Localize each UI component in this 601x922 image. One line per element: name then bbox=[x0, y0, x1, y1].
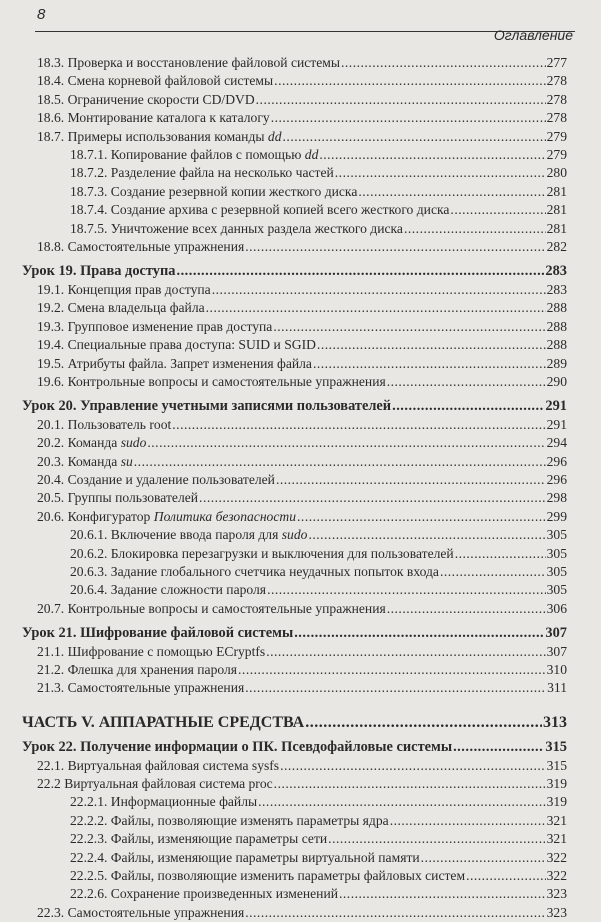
entry-text: Команда bbox=[67, 435, 121, 451]
entry-title bbox=[22, 714, 304, 732]
dot-leader bbox=[305, 714, 542, 732]
dot-leader bbox=[358, 183, 545, 201]
dot-leader bbox=[313, 355, 546, 373]
toc-entry bbox=[22, 201, 567, 219]
entry-title bbox=[37, 299, 205, 317]
toc-entry bbox=[22, 904, 567, 922]
entry-italic-text: sudo bbox=[120, 435, 147, 451]
dot-leader bbox=[266, 643, 545, 661]
dot-leader bbox=[134, 453, 546, 471]
entry-text: Проверка и восстановление файловой системы bbox=[67, 55, 340, 70]
entry-title bbox=[70, 849, 420, 867]
entry-number: 19.6. bbox=[37, 373, 65, 389]
entry-title bbox=[37, 318, 272, 336]
toc-entry bbox=[22, 581, 567, 599]
entry-page-number: 291 bbox=[546, 416, 567, 432]
entry-text: Создание архива с резервной копией всего жесткого диска bbox=[110, 202, 450, 218]
entry-number: 20.1. bbox=[37, 416, 65, 432]
entry-text: Создание и удаление пользователей bbox=[67, 471, 275, 487]
dot-leader bbox=[440, 563, 546, 581]
toc-lesson-entry bbox=[22, 262, 567, 280]
entry-title bbox=[37, 643, 265, 661]
dot-leader bbox=[271, 109, 546, 127]
toc-entry bbox=[22, 54, 567, 72]
entry-title bbox=[70, 867, 465, 885]
dot-leader bbox=[339, 885, 546, 903]
entry-text: Виртуальная файловая система sysfs bbox=[67, 757, 280, 773]
entry-title bbox=[37, 489, 198, 507]
dot-leader bbox=[206, 299, 546, 317]
dot-leader bbox=[273, 318, 545, 336]
entry-number: Урок 22. bbox=[22, 739, 77, 756]
entry-number: 18.7.4. bbox=[70, 202, 108, 218]
dot-leader bbox=[294, 624, 544, 642]
entry-text: Флешка для хранения пароля bbox=[67, 662, 238, 677]
entry-title bbox=[70, 581, 266, 599]
dot-leader bbox=[245, 904, 545, 922]
entry-title bbox=[70, 563, 439, 581]
toc-entry bbox=[22, 545, 567, 563]
toc-entry bbox=[22, 281, 567, 299]
entry-text: Смена владельца файла bbox=[67, 300, 205, 316]
toc-entry bbox=[22, 489, 567, 507]
entry-text: Концепция прав доступа bbox=[67, 281, 211, 297]
entry-italic-text: Политика безопасности bbox=[153, 508, 297, 524]
entry-text: Файлы, изменяющие параметры сети bbox=[110, 831, 328, 847]
entry-text: Управление учетными записями пользователей bbox=[80, 398, 392, 415]
toc-entry bbox=[22, 757, 567, 775]
entry-page-number: 296 bbox=[546, 471, 567, 487]
entry-number: 20.2. bbox=[37, 435, 65, 451]
entry-number: 19.1. bbox=[37, 281, 65, 297]
entry-text: Ограничение скорости CD/DVD bbox=[67, 91, 255, 107]
entry-number: 20.6. bbox=[37, 508, 65, 524]
entry-number: 20.7. bbox=[37, 600, 65, 616]
entry-page-number: 281 bbox=[546, 183, 567, 199]
toc-entry bbox=[22, 661, 567, 679]
toc-entry bbox=[22, 885, 567, 903]
page-number: 8 bbox=[37, 6, 46, 23]
toc-lesson-entry bbox=[22, 738, 567, 756]
dot-leader bbox=[245, 679, 546, 697]
entry-page-number: 321 bbox=[546, 812, 567, 828]
entry-text: Разделение файла на несколько частей bbox=[110, 165, 334, 181]
entry-number: 22.2 bbox=[37, 776, 61, 792]
entry-page-number: 288 bbox=[546, 337, 567, 353]
entry-number: 22.3. bbox=[37, 904, 65, 920]
dot-leader bbox=[328, 830, 545, 848]
entry-page-number: 291 bbox=[545, 398, 567, 415]
dot-leader bbox=[317, 336, 546, 354]
entry-text: Шифрование файловой системы bbox=[80, 625, 294, 642]
entry-page-number: 278 bbox=[546, 110, 567, 126]
entry-number: Урок 20. bbox=[22, 398, 77, 415]
entry-italic-text: su bbox=[120, 453, 133, 469]
entry-text: Уничтожение всех данных раздела жесткого диска bbox=[110, 220, 403, 236]
toc-entry bbox=[22, 336, 567, 354]
dot-leader bbox=[335, 164, 546, 182]
entry-title bbox=[37, 128, 282, 146]
entry-text: Информационные файлы bbox=[110, 794, 258, 810]
dot-leader bbox=[341, 54, 546, 72]
toc-entry bbox=[22, 164, 567, 182]
entry-title bbox=[22, 262, 175, 280]
entry-title bbox=[70, 812, 389, 830]
entry-number: 20.6.3. bbox=[70, 563, 108, 579]
toc-entry bbox=[22, 220, 567, 238]
dot-leader bbox=[267, 581, 546, 599]
entry-text: Сохранение произведенных изменений bbox=[110, 886, 338, 902]
entry-page-number: 310 bbox=[546, 662, 567, 677]
entry-text: Самостоятельные упражнения bbox=[67, 904, 245, 920]
dot-leader bbox=[199, 489, 546, 507]
toc-entry bbox=[22, 471, 567, 489]
entry-number: 18.3. bbox=[37, 55, 65, 70]
entry-text: Блокировка перезагрузки и выключения для пользователей bbox=[110, 545, 454, 561]
entry-page-number: 288 bbox=[546, 318, 567, 334]
entry-page-number: 290 bbox=[546, 373, 567, 389]
entry-text: Файлы, позволяющие изменить параметры файловых систем bbox=[110, 868, 466, 884]
toc-entry bbox=[22, 72, 567, 90]
entry-text: Задание глобального счетчика неудачных попыток входа bbox=[110, 563, 439, 579]
dot-leader bbox=[297, 508, 546, 526]
entry-text: Монтирование каталога к каталогу bbox=[67, 110, 270, 126]
entry-title bbox=[37, 508, 296, 526]
dot-leader bbox=[212, 281, 546, 299]
entry-title bbox=[70, 526, 307, 544]
entry-page-number: 296 bbox=[546, 453, 567, 469]
toc-entry bbox=[22, 563, 567, 581]
entry-italic-text: dd bbox=[267, 128, 282, 144]
entry-number: 20.6.2. bbox=[70, 545, 108, 561]
toc-entry bbox=[22, 128, 567, 146]
entry-page-number: 323 bbox=[546, 886, 567, 902]
entry-title bbox=[37, 355, 312, 373]
entry-text: Получение информации о ПК. Псевдофайловые системы bbox=[80, 739, 453, 756]
entry-text: Групповое изменение прав доступа bbox=[67, 318, 273, 334]
entry-italic-text: sudo bbox=[281, 527, 308, 543]
entry-text: Конфигуратор bbox=[67, 508, 154, 524]
dot-leader bbox=[147, 434, 545, 452]
entry-text: Пользователь root bbox=[67, 416, 172, 432]
entry-number: 22.2.5. bbox=[70, 868, 108, 884]
entry-title bbox=[37, 453, 133, 471]
entry-text: Права доступа bbox=[80, 263, 176, 280]
entry-page-number: 323 bbox=[546, 904, 567, 920]
entry-text: АППАРАТНЫЕ СРЕДСТВА bbox=[98, 713, 305, 731]
entry-number: 22.2.4. bbox=[70, 849, 108, 865]
entry-title bbox=[37, 775, 273, 793]
entry-title bbox=[70, 793, 257, 811]
entry-number: 19.3. bbox=[37, 318, 65, 334]
toc-entry bbox=[22, 600, 567, 618]
dot-leader bbox=[421, 849, 546, 867]
entry-number: 18.8. bbox=[37, 239, 65, 255]
entry-page-number: 313 bbox=[543, 713, 567, 731]
dot-leader bbox=[308, 526, 545, 544]
entry-title bbox=[37, 238, 244, 256]
dot-leader bbox=[319, 146, 545, 164]
entry-title bbox=[37, 471, 275, 489]
toc-entry bbox=[22, 453, 567, 471]
dot-leader bbox=[387, 600, 546, 618]
entry-title bbox=[37, 757, 279, 775]
entry-title bbox=[37, 416, 171, 434]
entry-title bbox=[70, 146, 318, 164]
entry-title bbox=[37, 679, 244, 697]
entry-number: 21.1. bbox=[37, 643, 65, 659]
toc-entry bbox=[22, 643, 567, 661]
toc-entry bbox=[22, 526, 567, 544]
entry-number: 21.3. bbox=[37, 680, 65, 696]
entry-title bbox=[70, 545, 454, 563]
entry-page-number: 305 bbox=[546, 563, 567, 579]
entry-title bbox=[37, 373, 386, 391]
entry-text: Файлы, позволяющие изменять параметры ядра bbox=[110, 812, 389, 828]
entry-page-number: 278 bbox=[546, 91, 567, 107]
toc-entry bbox=[22, 849, 567, 867]
toc-lesson-entry bbox=[22, 397, 567, 415]
toc-entry bbox=[22, 812, 567, 830]
entry-title bbox=[70, 201, 449, 219]
entry-text: Контрольные вопросы и самостоятельные упражнения bbox=[67, 373, 386, 389]
entry-number: 20.6.4. bbox=[70, 582, 108, 598]
dot-leader bbox=[404, 220, 546, 238]
dot-leader bbox=[455, 545, 546, 563]
entry-number: 19.4. bbox=[37, 337, 65, 353]
entry-title bbox=[37, 336, 316, 354]
toc-entry bbox=[22, 318, 567, 336]
dot-leader bbox=[256, 91, 546, 109]
entry-number: 18.5. bbox=[37, 91, 65, 107]
entry-page-number: 289 bbox=[546, 355, 567, 371]
toc-entry bbox=[22, 775, 567, 793]
entry-text: Специальные права доступа: SUID и SGID bbox=[67, 337, 316, 353]
entry-title bbox=[70, 885, 338, 903]
toc-entry bbox=[22, 830, 567, 848]
entry-text: Файлы, изменяющие параметры виртуальной памяти bbox=[110, 849, 420, 865]
entry-page-number: 306 bbox=[546, 600, 567, 616]
entry-page-number: 281 bbox=[546, 202, 567, 218]
entry-title bbox=[37, 434, 146, 452]
entry-number: ЧАСТЬ V. bbox=[22, 713, 95, 731]
entry-title bbox=[70, 830, 327, 848]
entry-page-number: 321 bbox=[546, 831, 567, 847]
entry-number: 19.5. bbox=[37, 355, 65, 371]
toc-part-entry bbox=[22, 714, 567, 732]
entry-page-number: 305 bbox=[546, 545, 567, 561]
entry-page-number: 283 bbox=[545, 263, 567, 280]
dot-leader bbox=[276, 471, 546, 489]
toc-entry bbox=[22, 355, 567, 373]
toc-entry bbox=[22, 238, 567, 256]
dot-leader bbox=[453, 738, 544, 756]
entry-text: Смена корневой файловой системы bbox=[67, 73, 274, 89]
toc-entry bbox=[22, 508, 567, 526]
entry-number: 18.7. bbox=[37, 128, 65, 144]
dot-leader bbox=[176, 262, 544, 280]
entry-page-number: 294 bbox=[546, 435, 567, 451]
entry-page-number: 311 bbox=[547, 680, 567, 696]
toc-entry bbox=[22, 793, 567, 811]
entry-page-number: 322 bbox=[546, 868, 567, 884]
entry-number: 18.6. bbox=[37, 110, 65, 126]
entry-page-number: 279 bbox=[546, 147, 567, 163]
entry-title bbox=[37, 72, 273, 90]
entry-page-number: 298 bbox=[546, 490, 567, 506]
dot-leader bbox=[274, 72, 545, 90]
dot-leader bbox=[280, 757, 546, 775]
entry-title bbox=[37, 54, 340, 72]
entry-text: Атрибуты файла. Запрет изменения файла bbox=[67, 355, 312, 371]
dot-leader bbox=[387, 373, 546, 391]
entry-title bbox=[22, 624, 293, 642]
toc-entry bbox=[22, 679, 567, 697]
entry-title bbox=[22, 397, 391, 415]
dot-leader bbox=[172, 416, 545, 434]
entry-text: Контрольные вопросы и самостоятельные упражнения bbox=[67, 600, 386, 616]
toc-entry bbox=[22, 109, 567, 127]
toc-entry bbox=[22, 434, 567, 452]
dot-leader bbox=[392, 397, 544, 415]
entry-page-number: 279 bbox=[546, 128, 567, 144]
entry-page-number: 305 bbox=[546, 527, 567, 543]
dot-leader bbox=[245, 238, 545, 256]
toc-entry bbox=[22, 416, 567, 434]
entry-page-number: 277 bbox=[546, 55, 567, 70]
entry-number: Урок 21. bbox=[22, 625, 77, 642]
toc-entry bbox=[22, 183, 567, 201]
dot-leader bbox=[274, 775, 546, 793]
entry-text: Самостоятельные упражнения bbox=[67, 239, 245, 255]
entry-text: Примеры использования команды bbox=[67, 128, 268, 144]
entry-title bbox=[37, 904, 244, 922]
entry-number: 22.2.2. bbox=[70, 812, 108, 828]
entry-number: 18.4. bbox=[37, 73, 65, 89]
entry-page-number: 282 bbox=[546, 239, 567, 255]
toc-entry bbox=[22, 373, 567, 391]
entry-title bbox=[37, 91, 255, 109]
entry-page-number: 281 bbox=[546, 220, 567, 236]
entry-number: 20.6.1. bbox=[70, 527, 108, 543]
entry-title bbox=[37, 600, 386, 618]
entry-number: Урок 19. bbox=[22, 263, 77, 280]
entry-title bbox=[70, 220, 403, 238]
dot-leader bbox=[466, 867, 546, 885]
toc-entry bbox=[22, 867, 567, 885]
entry-text: Копирование файлов с помощью bbox=[110, 147, 305, 163]
dot-leader bbox=[283, 128, 546, 146]
entry-page-number: 319 bbox=[546, 776, 567, 792]
dot-leader bbox=[238, 661, 546, 679]
dot-leader bbox=[390, 812, 546, 830]
entry-number: 21.2. bbox=[37, 662, 65, 677]
entry-page-number: 322 bbox=[546, 849, 567, 865]
entry-text: Создание резервной копии жесткого диска bbox=[110, 183, 358, 199]
toc-entry bbox=[22, 146, 567, 164]
entry-text: Задание сложности пароля bbox=[110, 582, 267, 598]
toc-lesson-entry bbox=[22, 624, 567, 642]
entry-title bbox=[37, 281, 211, 299]
entry-text: Самостоятельные упражнения bbox=[67, 680, 245, 696]
entry-text: Группы пользователей bbox=[67, 490, 199, 506]
entry-text: Включение ввода пароля для bbox=[110, 527, 282, 543]
entry-title bbox=[37, 661, 237, 679]
entry-italic-text: dd bbox=[304, 147, 319, 163]
entry-number: 22.2.6. bbox=[70, 886, 108, 902]
entry-text: Виртуальная файловая система proc bbox=[64, 776, 273, 792]
entry-number: 22.2.3. bbox=[70, 831, 108, 847]
entry-number: 20.5. bbox=[37, 490, 65, 506]
toc-entry bbox=[22, 91, 567, 109]
entry-number: 22.1. bbox=[37, 757, 65, 773]
entry-title bbox=[70, 183, 357, 201]
entry-title bbox=[22, 738, 452, 756]
entry-number: 20.4. bbox=[37, 471, 65, 487]
entry-number: 19.2. bbox=[37, 300, 65, 316]
table-of-contents bbox=[22, 54, 567, 922]
entry-page-number: 278 bbox=[546, 73, 567, 89]
entry-page-number: 319 bbox=[546, 794, 567, 810]
entry-title bbox=[37, 109, 270, 127]
entry-number: 18.7.5. bbox=[70, 220, 108, 236]
entry-text: Команда bbox=[67, 453, 121, 469]
entry-page-number: 299 bbox=[546, 508, 567, 524]
entry-page-number: 315 bbox=[545, 739, 567, 756]
entry-number: 18.7.3. bbox=[70, 183, 108, 199]
entry-page-number: 283 bbox=[546, 281, 567, 297]
entry-number: 20.3. bbox=[37, 453, 65, 469]
entry-page-number: 315 bbox=[546, 757, 567, 773]
entry-page-number: 280 bbox=[546, 165, 567, 181]
entry-page-number: 288 bbox=[546, 300, 567, 316]
entry-page-number: 305 bbox=[546, 582, 567, 598]
dot-leader bbox=[258, 793, 545, 811]
entry-number: 22.2.1. bbox=[70, 794, 108, 810]
entry-page-number: 307 bbox=[545, 625, 567, 642]
entry-text: Шифрование с помощью ECryptfs bbox=[67, 643, 266, 659]
dot-leader bbox=[450, 201, 545, 219]
running-header-title: Оглавление bbox=[493, 27, 573, 43]
toc-entry bbox=[22, 299, 567, 317]
entry-page-number: 307 bbox=[546, 643, 567, 659]
entry-number: 18.7.1. bbox=[70, 147, 108, 163]
entry-number: 18.7.2. bbox=[70, 165, 108, 181]
entry-title bbox=[70, 164, 334, 182]
